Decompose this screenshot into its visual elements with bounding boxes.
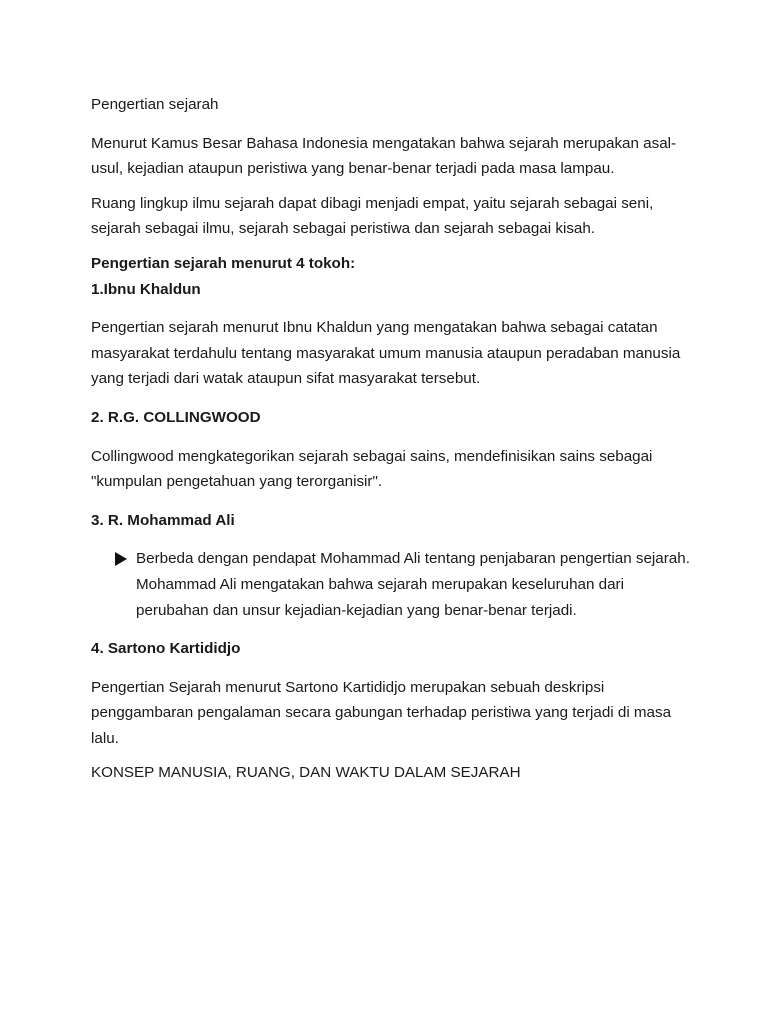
figure2-heading: 2. R.G. COLLINGWOOD	[91, 408, 261, 426]
figure3-bullet-item	[91, 546, 691, 623]
figure4-heading: 4. Sartono Kartididjo	[91, 640, 241, 658]
figure1-heading: 1.Ibnu Khaldun	[91, 280, 201, 298]
document-page	[91, 92, 691, 786]
intro-paragraph: Menurut Kamus Besar Bahasa Indonesia mengatakan bahwa sejarah merupakan asal-usul, kejadian ataupun peristiwa yang benar-benar terjadi pada masa lampau.	[91, 134, 677, 178]
figures-heading: Pengertian sejarah menurut 4 tokoh:	[91, 254, 356, 272]
closing-heading: KONSEP MANUSIA, RUANG, DAN WAKTU DALAM SEJARAH	[91, 764, 521, 782]
scope-paragraph: Ruang lingkup ilmu sejarah dapat dibagi menjadi empat, yaitu sejarah sebagai seni, sejarah sebagai ilmu, sejarah sebagai peristiwa dan sejarah sebagai kisah.	[91, 194, 654, 238]
document-title: Pengertian sejarah	[91, 96, 219, 113]
figure4-paragraph: Pengertian Sejarah menurut Sartono Kartididjo merupakan sebuah deskripsi penggambaran pengalaman secara gabungan terhadap peristiwa yang terjadi di masa lalu.	[91, 678, 672, 747]
figure2-paragraph: Collingwood mengkategorikan sejarah sebagai sains, mendefinisikan sains sebagai "kumpulan pengetahuan yang terorganisir".	[91, 447, 653, 491]
figure1-paragraph: Pengertian sejarah menurut Ibnu Khaldun yang mengatakan bahwa sebagai catatan masyarakat terdahulu tentang masyarakat umum manusia ataupun peradaban manusia yang terjadi dari watak ataupun sifat masyarakat tersebut.	[91, 319, 681, 388]
triangle-bullet-icon	[115, 552, 127, 566]
figure3-heading: 3. R. Mohammad Ali	[91, 511, 235, 529]
figure3-bullet-text: Berbeda dengan pendapat Mohammad Ali tentang penjabaran pengertian sejarah. Mohammad Ali mengatakan bahwa sejarah merupakan keseluruhan dari perubahan dan unsur kejadian-kejadian yang benar-benar terjadi.	[136, 550, 690, 619]
